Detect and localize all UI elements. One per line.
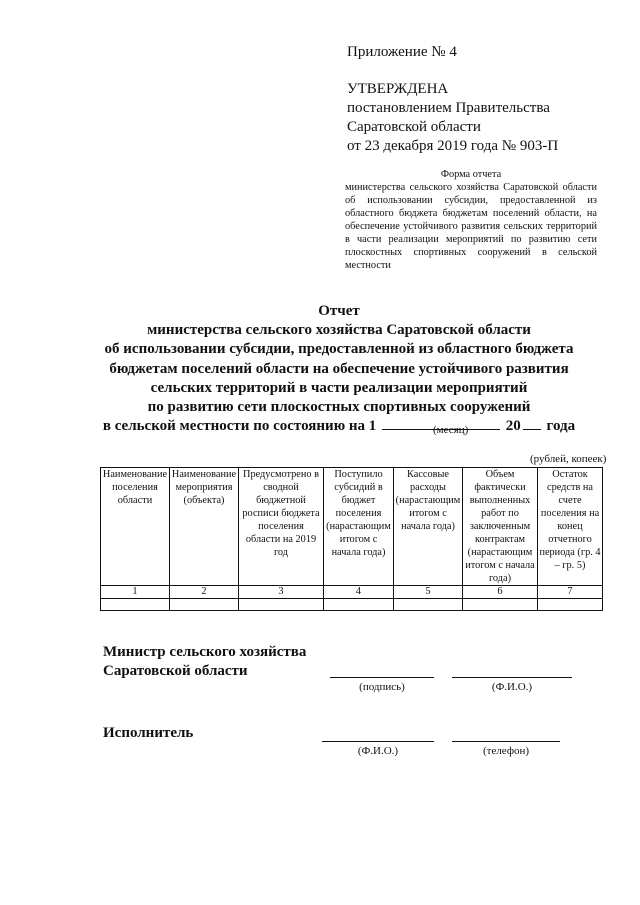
executor-phone-caption: (телефон)	[482, 745, 530, 757]
table-cell[interactable]	[463, 599, 538, 611]
date-line-prefix: в сельской местности по состоянию на 1	[102, 418, 377, 435]
report-title-line: об использовании субсидии, предоставленной из областного бюджета	[104, 341, 574, 358]
column-number: 7	[538, 586, 603, 599]
year-blank[interactable]	[523, 417, 541, 430]
approved-by: постановлением Правительства	[347, 100, 550, 116]
appendix-number: Приложение № 4	[347, 44, 457, 60]
report-title-line: сельских территорий в части реализации мероприятий	[150, 379, 528, 396]
column-header: Остаток средств на счете поселения на конец отчетного периода (гр. 4 – гр. 5)	[538, 468, 603, 586]
column-header: Поступило субсидий в бюджет поселения (нарастающим итогом с начала года)	[324, 468, 394, 586]
signature-caption: (подпись)	[359, 681, 405, 693]
table-cell[interactable]	[239, 599, 324, 611]
column-number: 2	[170, 586, 239, 599]
report-title-line: Отчет	[318, 303, 360, 319]
column-number: 6	[463, 586, 538, 599]
report-title-line: министерства сельского хозяйства Саратовской области	[147, 322, 531, 339]
form-note-text: министерства сельского хозяйства Саратовской области об использовании субсидии, предоставленной из областного бюджета бюджетам поселений области, на обеспечение устойчивого развития сельских территорий в части реализации мероприятий по развитию сети плоскостных спортивных сооружений в сельской местности	[345, 182, 597, 271]
table-cell[interactable]	[538, 599, 603, 611]
column-header: Наименование мероприятия (объекта)	[170, 468, 239, 586]
date-line-year: 20	[505, 418, 521, 435]
column-header: Кассовые расходы (нарастающим итогом с начала года)	[394, 468, 463, 586]
executor-label: Исполнитель	[103, 725, 194, 741]
approval-stamp	[347, 80, 558, 156]
table-cell[interactable]	[101, 599, 170, 611]
approved-region: Саратовской области	[347, 119, 481, 135]
table-row	[101, 599, 603, 611]
report-table	[100, 467, 603, 611]
executor-name-line[interactable]	[322, 741, 434, 742]
minister-title-line: Саратовской области	[103, 663, 248, 679]
minister-title	[103, 643, 306, 681]
column-number: 3	[239, 586, 324, 599]
executor-name-caption: (Ф.И.О.)	[357, 745, 399, 757]
form-note	[345, 168, 597, 272]
currency-note: (рублей, копеек)	[530, 453, 607, 465]
approved-word: УТВЕРЖДЕНА	[347, 81, 449, 97]
minister-title-line: Министр сельского хозяйства	[103, 644, 307, 660]
signature-line[interactable]	[330, 677, 434, 678]
report-date-line	[100, 417, 578, 436]
column-number: 1	[101, 586, 170, 599]
column-number: 5	[394, 586, 463, 599]
column-header: Наименование поселения области	[101, 468, 170, 586]
column-header: Предусмотрено в сводной бюджетной росписи бюджета поселения области на 2019 год	[239, 468, 324, 586]
date-line-suffix: года	[546, 418, 576, 435]
report-title	[100, 302, 578, 436]
table-cell[interactable]	[324, 599, 394, 611]
report-title-line: бюджетам поселений области на обеспечение устойчивого развития	[109, 360, 569, 377]
column-number: 4	[324, 586, 394, 599]
month-caption: (месяц)	[433, 424, 469, 436]
table-cell[interactable]	[394, 599, 463, 611]
table-header-row	[101, 468, 603, 586]
column-header: Объем фактически выполненных работ по заключенным контрактам (нарастающим итогом с начала года)	[463, 468, 538, 586]
executor-phone-line[interactable]	[452, 741, 560, 742]
approved-date: от 23 декабря 2019 года № 903-П	[347, 138, 559, 154]
minister-name-line[interactable]	[452, 677, 572, 678]
form-note-title: Форма отчета	[440, 169, 502, 180]
table-cell[interactable]	[170, 599, 239, 611]
report-title-line: по развитию сети плоскостных спортивных сооружений	[147, 399, 531, 416]
column-number-row	[101, 586, 603, 599]
minister-name-caption: (Ф.И.О.)	[491, 681, 533, 693]
